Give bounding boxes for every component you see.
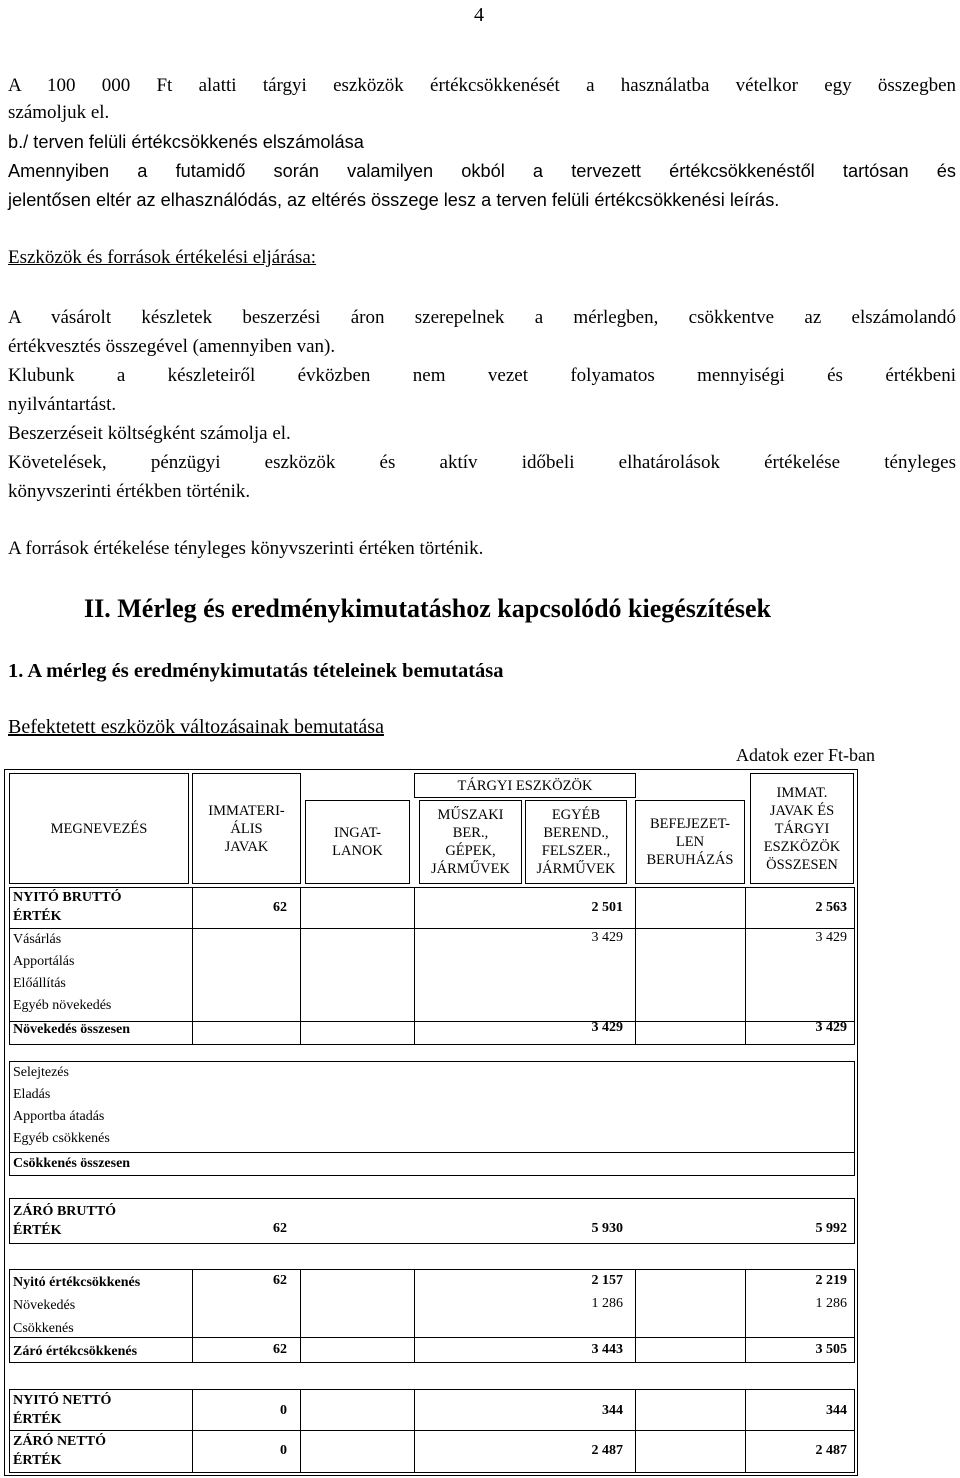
cell-value: 2 487	[591, 1443, 623, 1458]
paragraph-line: számoljuk el.	[8, 102, 110, 123]
row-divider	[9, 1021, 855, 1022]
unit-note: Adatok ezer Ft-ban	[736, 745, 875, 765]
header-immaterialis: IMMATERI- ÁLIS JAVAK	[192, 773, 301, 884]
header-megnevezes: MEGNEVEZÉS	[9, 773, 189, 884]
header-muszaki: MŰSZAKI BER., GÉPEK, JÁRMŰVEK	[419, 800, 522, 884]
row-label: Növekedés összesen	[13, 1022, 131, 1037]
subsection-heading: 1. A mérleg és eredménykimutatás tételeinek bemutatása	[8, 660, 504, 682]
paragraph-line: könyvszerinti értékben történik.	[8, 481, 251, 502]
cell-value: 5 992	[815, 1221, 847, 1236]
cell-value: 1 286	[815, 1296, 847, 1311]
cell-value: 5 930	[591, 1221, 623, 1236]
cell-value: 3 429	[815, 1020, 847, 1035]
paragraph-line: Klubunk a készleteiről évközben nem vezet folyamatos mennyiségi és értékbeni	[8, 365, 956, 386]
cell-value: 2 487	[815, 1443, 847, 1458]
row-divider	[9, 1430, 855, 1431]
col-divider	[414, 1389, 636, 1473]
header-osszesen: IMMAT. JAVAK ÉS TÁRGYI ESZKÖZÖK ÖSSZESEN	[750, 773, 854, 884]
paragraph-line: Követelések, pénzügyi eszközök és aktív időbeli elhatárolások értékelése tényleges	[8, 452, 956, 473]
closing-gross-group	[9, 1198, 855, 1244]
cell-value: 2 219	[815, 1273, 847, 1288]
cell-value: 0	[280, 1403, 287, 1418]
cell-value: 3 429	[591, 930, 623, 945]
cell-value: 2 563	[815, 900, 847, 915]
cell-value: 1 286	[591, 1296, 623, 1311]
row-label: ZÁRÓ BRUTTÓ ÉRTÉK	[13, 1204, 117, 1238]
header-befejezetlen: BEFEJEZET- LEN BERUHÁZÁS	[635, 800, 745, 884]
paragraph-line: A források értékelése tényleges könyvszerinti értéken történik.	[8, 538, 484, 559]
header-egyeb: EGYÉB BEREND., FELSZER., JÁRMŰVEK	[525, 800, 627, 884]
paragraph-line: Beszerzéseit költségként számolja el.	[8, 423, 291, 444]
paragraph-line: A vásárolt készletek beszerzési áron szerepelnek a mérlegben, csökkentve az elszámolandó	[8, 307, 956, 328]
cell-value: 344	[826, 1403, 847, 1418]
row-divider	[9, 1152, 855, 1153]
cell-value: 3 429	[815, 930, 847, 945]
cell-value: 3 505	[815, 1342, 847, 1357]
row-label: Záró értékcsökkenés	[13, 1344, 138, 1359]
row-label: Egyéb csökkenés	[13, 1131, 110, 1146]
col-divider	[192, 1389, 301, 1473]
row-label: Csökkenés	[13, 1321, 74, 1336]
header-targyi-eszkozok: TÁRGYI ESZKÖZÖK	[414, 773, 636, 798]
cell-value: 344	[602, 1403, 623, 1418]
row-label: Apportba átadás	[13, 1109, 105, 1124]
cell-value: 2 501	[591, 900, 623, 915]
row-label: ZÁRÓ NETTÓ ÉRTÉK	[13, 1434, 106, 1468]
paragraph-line: A 100 000 Ft alatti tárgyi eszközök értékcsökkenését a használatba vételkor egy összegben	[8, 75, 956, 96]
row-label: Előállítás	[13, 976, 66, 991]
cell-value: 62	[273, 900, 287, 915]
row-label: Egyéb növekedés	[13, 998, 112, 1013]
paragraph-line: jelentősen eltér az elhasználódás, az eltérés összege lesz a terven felüli értékcsökkenési leírás.	[8, 190, 780, 210]
fixed-assets-table	[4, 769, 858, 1476]
row-divider	[9, 1337, 855, 1338]
row-label: Nyitó értékcsökkenés	[13, 1275, 141, 1290]
row-label: Eladás	[13, 1087, 51, 1102]
row-label: Növekedés	[13, 1298, 76, 1313]
cell-value: 62	[273, 1221, 287, 1236]
row-divider	[9, 928, 855, 929]
row-label: Vásárlás	[13, 932, 62, 947]
paragraph-line: b./ terven felüli értékcsökkenés elszámolása	[8, 132, 364, 152]
cell-value: 62	[273, 1342, 287, 1357]
row-label: Apportálás	[13, 954, 75, 969]
paragraph-line: Amennyiben a futamidő során valamilyen okból a tervezett értékcsökkenéstől tartósan és	[8, 161, 956, 181]
section-heading: II. Mérleg és eredménykimutatáshoz kapcsolódó kiegészítések	[84, 594, 772, 623]
cell-value: 62	[273, 1273, 287, 1288]
header-ingatlanok: INGAT- LANOK	[305, 800, 410, 884]
row-label: Selejtezés	[13, 1065, 69, 1080]
cell-value: 2 157	[591, 1273, 623, 1288]
paragraph-line: nyilvántartást.	[8, 394, 117, 415]
row-label: Csökkenés összesen	[13, 1156, 131, 1171]
table-title: Befektetett eszközök változásainak bemutatása	[8, 716, 384, 738]
page-number: 4	[474, 4, 484, 26]
decrease-group	[9, 1061, 855, 1176]
row-label: NYITÓ NETTÓ ÉRTÉK	[13, 1393, 112, 1427]
cell-value: 3 443	[591, 1342, 623, 1357]
valuation-heading: Eszközök és források értékelési eljárása:	[8, 247, 317, 268]
cell-value: 0	[280, 1443, 287, 1458]
row-label: NYITÓ BRUTTÓ ÉRTÉK	[13, 890, 122, 924]
cell-value: 3 429	[591, 1020, 623, 1035]
paragraph-line: értékvesztés összegével (amennyiben van).	[8, 336, 336, 357]
col-divider	[745, 1389, 855, 1473]
